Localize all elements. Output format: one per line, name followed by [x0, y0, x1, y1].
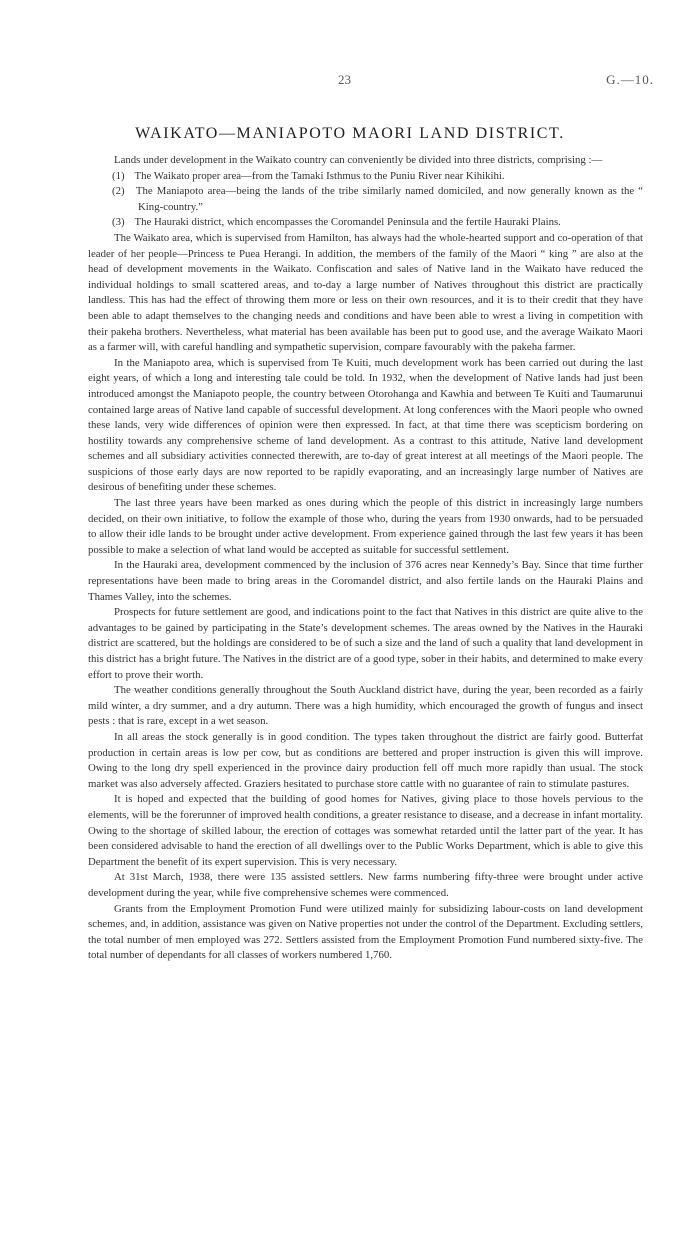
section-heading: WAIKATO—MANIAPOTO MAORI LAND DISTRICT.	[135, 125, 565, 142]
document-reference: G.—10.	[606, 72, 654, 87]
page-header	[0, 72, 700, 92]
paragraph: The weather conditions generally throughout the South Auckland district have, during the year, been recorded as a fairly mild winter, a dry summer, and a dry autumn. There was a high humidity, which encouraged the growth of fungus and insect pests : that is rare, except in a wet season.	[88, 684, 643, 728]
paragraph: It is hoped and expected that the building of good homes for Natives, giving place to those hovels pervious to the elements, will be the forerunner of improved health conditions, a greater resistance to disease, and a decrease in infant mortality. Owing to the shortage of skilled labour, the erection of cottages was somewhat retarded until the latter part of the year. It has been considered advisable to hand the erection of all dwellings over to the Public Works Department, which is able to give this Department the benefit of its expert supervision. This is very necessary.	[88, 793, 643, 868]
paragraph: In the Hauraki area, development commenced by the inclusion of 376 acres near Kennedy’s Bay. Since that time further representations have been made to bring areas in the Coromandel district, and also fertile lands on the Hauraki Plains and Thames Valley, into the schemes.	[88, 559, 643, 603]
intro-paragraph: Lands under development in the Waikato country can conveniently be divided into three districts, comprising :—	[114, 154, 603, 166]
list-number: (1)	[112, 169, 125, 182]
paragraph: Prospects for future settlement are good, and indications point to the fact that Natives in this district are quite alive to the advantages to be gained by participating in the State’s development schemes. The areas owned by the Natives in the Hauraki district are scattered, but the holdings are considered to be of such a size and the land of such a quality that land development in this district has a bright future. The Natives in the district are of a good type, sober in their habits, and determined to make every effort to prove their worth.	[88, 606, 643, 681]
list-text: The Waikato proper area—from the Tamaki Isthmus to the Puniu River near Kihikihi.	[134, 169, 505, 182]
district-list-item	[88, 215, 643, 231]
paragraph: Grants from the Employment Promotion Fund were utilized mainly for subsidizing labour-costs on land development schemes, and, in addition, assistance was given on Native properties not under the control of the Department. Excluding settlers, the total number of men employed was 272. Settlers assisted from the Employment Promotion Fund numbered sixty-five. The total number of dependants for all classes of workers numbered 1,760.	[88, 902, 643, 962]
list-text: The Hauraki district, which encompasses the Coromandel Peninsula and the fertile Hauraki Plains.	[134, 216, 561, 229]
district-list-item	[88, 184, 643, 215]
body-text	[88, 153, 643, 964]
list-text: The Maniapoto area—being the lands of the tribe similarly named domiciled, and now generally known as the “ King-country.”	[135, 185, 643, 213]
district-list-item	[88, 169, 643, 185]
paragraph: The last three years have been marked as ones during which the people of this district in increasingly large numbers decided, on their own initiative, to follow the example of those who, during the years from 1930 onwards, had to be persuaded to allow their idle lands to be brought under active development. From experience gained through the last few years it has been possible to make a selection of what land would be accepted as suitable for successful settlement.	[88, 497, 643, 556]
paragraph: In the Maniapoto area, which is supervised from Te Kuiti, much development work has been carried out during the last eight years, of which a long and interesting tale could be told. In 1932, when the development of Native lands had just been introduced amongst the Maniapoto people, the country between Otorohanga and Kawhia and between Te Kuiti and Taumarunui contained large areas of Native land capable of successful development. At long conferences with the Maori people who owned these lands, very wide differences of opinion were then expressed. In fact, at that time there was scepticism bordering on hostility towards any comprehensive scheme of land development. As a contrast to this attitude, Native land development schemes and all subsidiary activities connected therewith, are to-day of great interest at all meetings of the Maori people. The suspicions of those early days are now reported to be rapidly evaporating, and an increasingly large number of Natives are desirous of benefiting under these schemes.	[88, 356, 643, 494]
list-number: (3)	[112, 216, 125, 229]
page-number: 23	[338, 72, 351, 87]
list-number: (2)	[112, 185, 125, 198]
paragraph: In all areas the stock generally is in good condition. The types taken throughout the district are fairly good. Butterfat production in certain areas is low per cow, but as conditions are bettered and proper instruction is given this will improve. Owing to the long dry spell experienced in the province dairy production fell off much more rapidly than usual. The stock market was also adversely affected. Graziers hesitated to purchase store cattle with no guarantee of rain to stimulate pastures.	[88, 730, 643, 790]
paragraph: The Waikato area, which is supervised from Hamilton, has always had the whole-hearted support and co-operation of that leader of her people—Princess te Puea Herangi. In addition, the members of the family of the Maori “ king ” are also at the head of development movements in the Waikato. Confiscation and sales of Native land in the Waikato have reduced the individual holdings to small scattered areas, and to-day a large number of Natives throughout this district are practically landless. This has had the effect of throwing them more or less on their own resources, and it is to their credit that they have been able to adapt themselves to the changing needs and conditions and have been able to wrest a living in competition with their pakeha brothers. Nevertheless, what material has been available has been put to good use, and the average Waikato Maori as a farmer will, with careful handling and sympathetic supervision, compare favourably with the pakeha farmer.	[88, 231, 643, 354]
paragraph: At 31st March, 1938, there were 135 assisted settlers. New farms numbering fifty-three were brought under active development during the year, while five comprehensive schemes were commenced.	[88, 871, 643, 899]
